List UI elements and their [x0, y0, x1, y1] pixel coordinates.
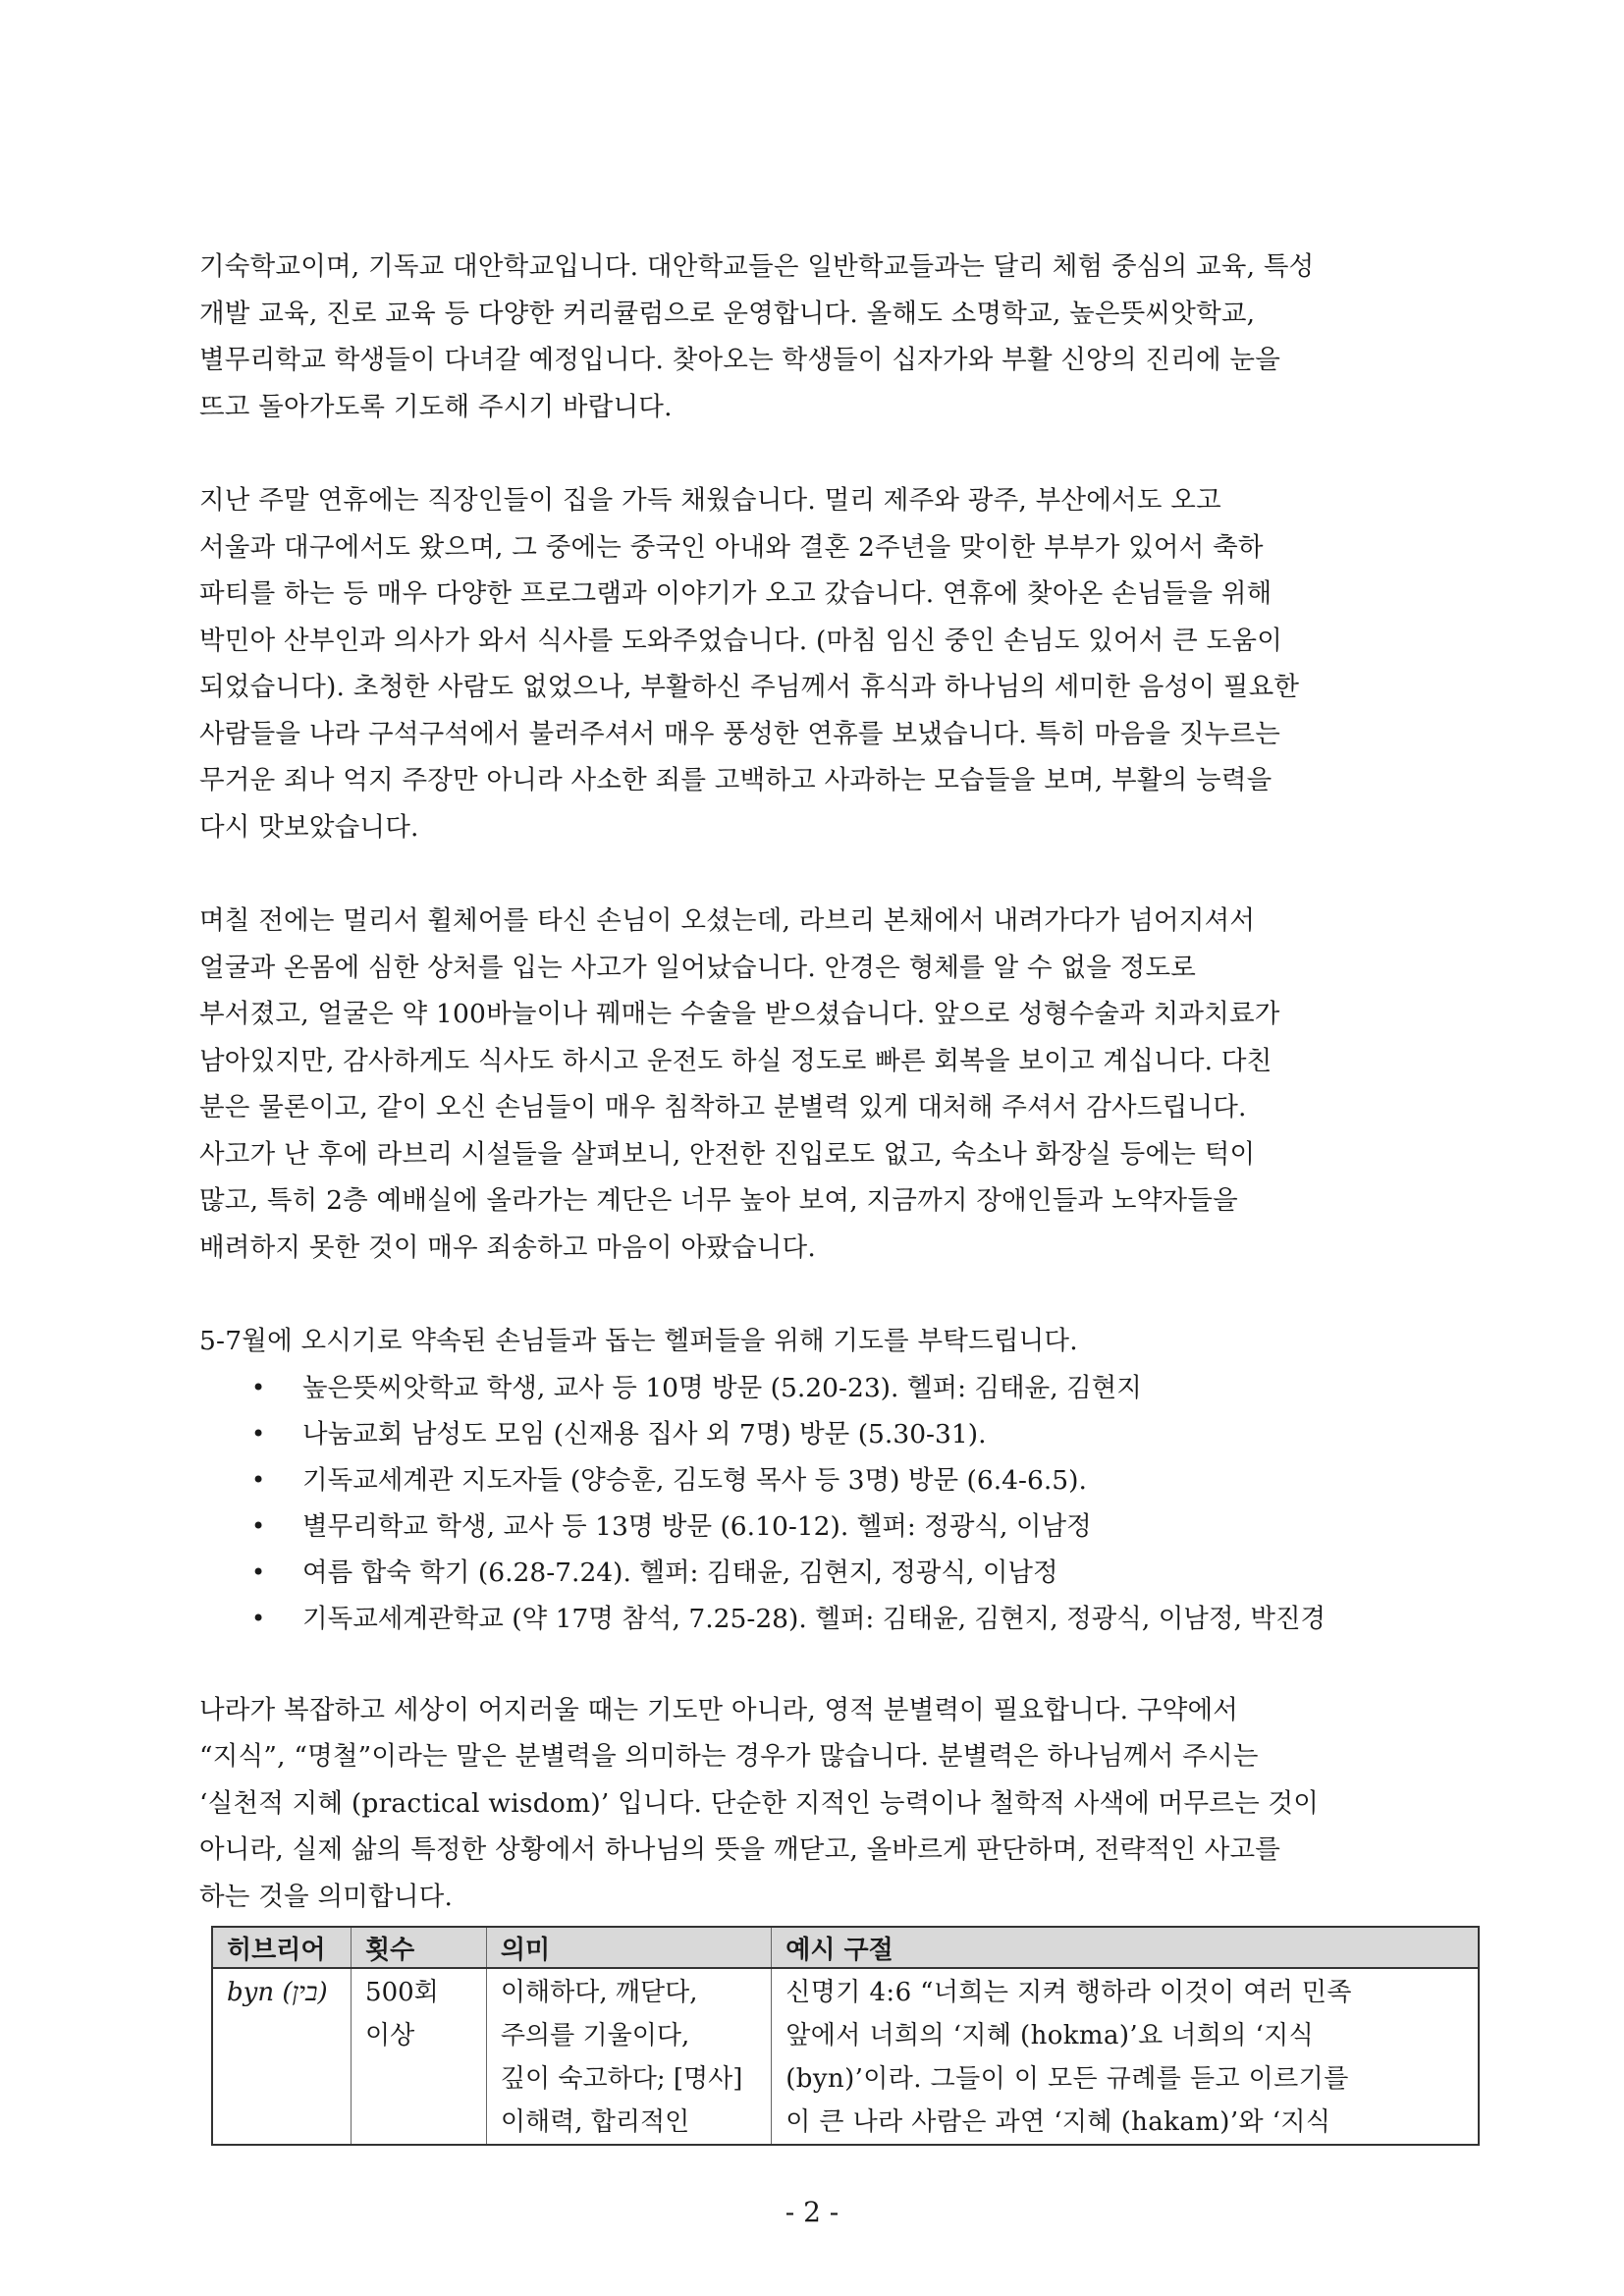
- bullet-icon: •: [251, 1511, 266, 1540]
- meaning-line: 주의를 기울이다,: [500, 2021, 690, 2050]
- cell-meaning: [486, 1968, 771, 2145]
- list-item: [251, 1457, 1476, 1503]
- text-line: 부서졌고, 얼굴은 약 100바늘이나 꿰매는 수술을 받으셨습니다. 앞으로 성형수술과 치과치료가: [199, 999, 1280, 1029]
- page-number: - 2 -: [785, 2196, 839, 2228]
- meaning-line: 깊이 숙고하다; [명사]: [500, 2064, 743, 2094]
- list-item: [251, 1365, 1476, 1411]
- text-line: 얼굴과 온몸에 심한 상처를 입는 사고가 일어났습니다. 안경은 형체를 알 수 없을 정도로: [199, 952, 1197, 983]
- text-line: 뜨고 돌아가도록 기도해 주시기 바랍니다.: [199, 391, 673, 422]
- paragraph-school: [199, 244, 1476, 430]
- text-line: 배려하지 못한 것이 매우 죄송하고 마음이 아팠습니다.: [199, 1231, 816, 1263]
- text-line: 기숙학교이며, 기독교 대안학교입니다. 대안학교들은 일반학교들과는 달리 체험 중심의 교육, 특성: [199, 251, 1315, 282]
- text-line: 나라가 복잡하고 세상이 어지러울 때는 기도만 아니라, 영적 분별력이 필요합니다. 구약에서: [199, 1694, 1239, 1725]
- list-item: [251, 1503, 1476, 1550]
- list-item: [251, 1411, 1476, 1457]
- letter-body: [199, 244, 1476, 2146]
- table-row: [212, 1968, 1479, 2145]
- table-header-row: [212, 1927, 1479, 1968]
- list-item-text: 여름 합숙 학기 (6.28-7.24). 헬퍼: 김태윤, 김현지, 정광식, 이남정: [302, 1557, 1058, 1588]
- bullet-icon: •: [251, 1373, 266, 1401]
- example-line: 신명기 4:6 “너희는 지켜 행하라 이것이 여러 민족: [785, 1978, 1352, 2007]
- list-item-text: 기독교세계관 지도자들 (양승훈, 김도형 목사 등 3명) 방문 (6.4-6.5).: [302, 1464, 1087, 1496]
- text-line: 분은 물론이고, 같이 오신 손님들이 매우 침착하고 분별력 있게 대처해 주셔서 감사드립니다.: [199, 1092, 1247, 1122]
- cell-count: [352, 1968, 487, 2145]
- text-line: 무거운 죄나 억지 주장만 아니라 사소한 죄를 고백하고 사과하는 모습들을 보며, 부활의 능력을: [199, 765, 1272, 795]
- bullet-icon: •: [251, 1419, 266, 1448]
- hebrew-word: byn (בין): [227, 1978, 328, 2007]
- header-hebrew: 히브리어: [212, 1927, 352, 1968]
- list-item: [251, 1596, 1476, 1642]
- bullet-icon: •: [251, 1558, 266, 1586]
- meaning-line: 이해력, 합리적인: [500, 2107, 690, 2137]
- bullet-icon: •: [251, 1604, 266, 1632]
- cell-example: [772, 1968, 1479, 2145]
- text-line: 파티를 하는 등 매우 다양한 프로그램과 이야기가 오고 갔습니다. 연휴에 찾아온 손님들을 위해: [199, 578, 1272, 609]
- text-line: 남아있지만, 감사하게도 식사도 하시고 운전도 하실 정도로 빠른 회복을 보이고 계십니다. 다친: [199, 1045, 1272, 1076]
- list-item-text: 별무리학교 학생, 교사 등 13명 방문 (6.10-12). 헬퍼: 정광식, 이남정: [302, 1510, 1092, 1542]
- list-item-text: 높은뜻씨앗학교 학생, 교사 등 10명 방문 (5.20-23). 헬퍼: 김태윤, 김현지: [302, 1372, 1142, 1403]
- text-line: “지식”, “명철”이라는 말은 분별력을 의미하는 경우가 많습니다. 분별력은 하나님께서 주시는: [199, 1741, 1259, 1772]
- count-line: 500회: [365, 1978, 439, 2007]
- bullet-icon: •: [251, 1465, 266, 1494]
- text-line: 사고가 난 후에 라브리 시설들을 살펴보니, 안전한 진입로도 없고, 숙소나 화장실 등에는 턱이: [199, 1138, 1256, 1170]
- header-count: 횟수: [352, 1927, 487, 1968]
- paragraph-accident: [199, 898, 1476, 1271]
- text-line: 많고, 특히 2층 예배실에 올라가는 계단은 너무 높아 보여, 지금까지 장애인들과 노약자들을: [199, 1185, 1238, 1216]
- text-line: 5-7월에 오시기로 약속된 손님들과 돕는 헬퍼들을 위해 기도를 부탁드립니다.: [199, 1326, 1078, 1356]
- text-line: 하는 것을 의미합니다.: [199, 1881, 454, 1912]
- text-line: 사람들을 나라 구석구석에서 불러주셔서 매우 풍성한 연휴를 보냈습니다. 특히 마음을 짓누르는: [199, 718, 1281, 749]
- text-line: 지난 주말 연휴에는 직장인들이 집을 가득 채웠습니다. 멀리 제주와 광주, 부산에서도 오고: [199, 485, 1221, 516]
- text-line: 되었습니다). 초청한 사람도 없었으나, 부활하신 주님께서 휴식과 하나님의 세미한 음성이 필요한: [199, 672, 1300, 702]
- text-line: 개발 교육, 진로 교육 등 다양한 커리큘럼으로 운영합니다. 올해도 소명학교, 높은뜻씨앗학교,: [199, 298, 1256, 329]
- text-line: 별무리학교 학생들이 다녀갈 예정입니다. 찾아오는 학생들이 십자가와 부활 신앙의 진리에 눈을: [199, 345, 1281, 375]
- example-line: 이 큰 나라 사람은 과연 ‘지혜 (hakam)’와 ‘지식: [785, 2107, 1331, 2137]
- text-line: 서울과 대구에서도 왔으며, 그 중에는 중국인 아내와 결혼 2주년을 맞이한 부부가 있어서 축하: [199, 531, 1264, 563]
- header-meaning: 의미: [486, 1927, 771, 1968]
- text-line: 다시 맛보았습니다.: [199, 811, 419, 843]
- text-line: 아니라, 실제 삶의 특정한 상황에서 하나님의 뜻을 깨닫고, 올바르게 판단하며, 전략적인 사고를: [199, 1834, 1281, 1865]
- example-line: (byn)’이라. 그들이 이 모든 규례를 듣고 이르기를: [785, 2064, 1349, 2094]
- list-item-text: 기독교세계관학교 (약 17명 참석, 7.25-28). 헬퍼: 김태윤, 김현지, 정광식, 이남정, 박진경: [302, 1603, 1326, 1634]
- header-example: 예시 구절: [772, 1927, 1479, 1968]
- meaning-line: 이해하다, 깨닫다,: [500, 1978, 698, 2007]
- text-line: 박민아 산부인과 의사가 와서 식사를 도와주었습니다. (마침 임신 중인 손님도 있어서 큰 도움이: [199, 625, 1283, 656]
- example-line: 앞에서 너희의 ‘지혜 (hokma)’요 너희의 ‘지식: [785, 2021, 1315, 2050]
- list-item-text: 나눔교회 남성도 모임 (신재용 집사 외 7명) 방문 (5.30-31).: [302, 1418, 987, 1449]
- prayer-intro: [199, 1318, 1476, 1365]
- list-item: [251, 1550, 1476, 1596]
- hebrew-word-table: [211, 1926, 1480, 2146]
- paragraph-discernment: [199, 1687, 1476, 1921]
- cell-hebrew: [212, 1968, 352, 2145]
- count-line: 이상: [365, 2021, 415, 2050]
- paragraph-holiday: [199, 477, 1476, 850]
- text-line: 며칠 전에는 멀리서 휠체어를 타신 손님이 오셨는데, 라브리 본채에서 내려가다가 넘어지셔서: [199, 905, 1256, 936]
- text-line: ‘실천적 지혜 (practical wisdom)’ 입니다. 단순한 지적인 능력이나 철학적 사색에 머무르는 것이: [199, 1787, 1320, 1819]
- prayer-list: [199, 1365, 1476, 1642]
